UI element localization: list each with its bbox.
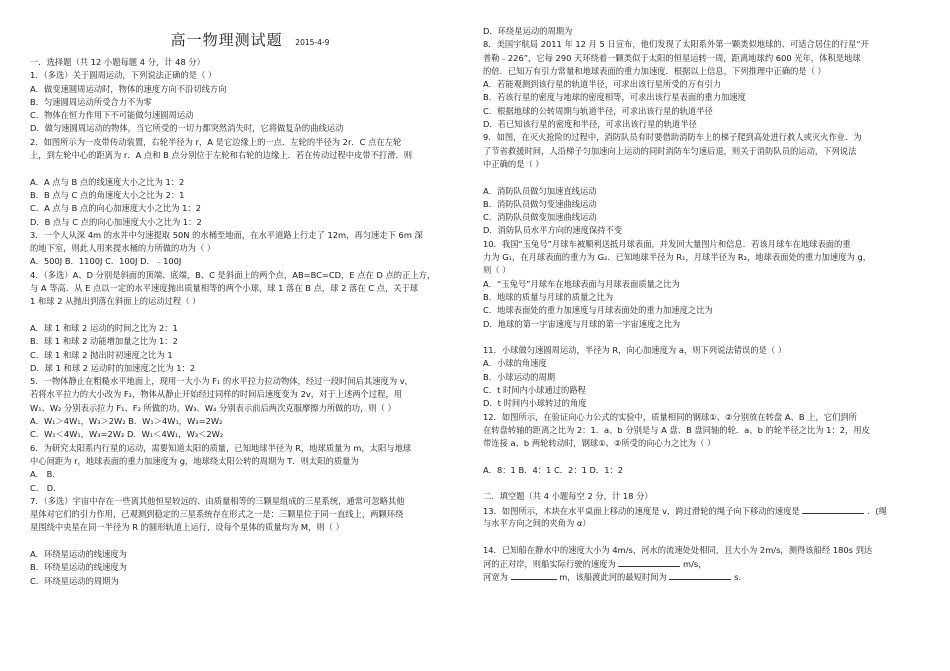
left-line: 7．（多选）宇宙中存在一些离其他恒星较远的、由质量相等的三颗星组成的三星系统，通常可忽略其他 [30, 495, 405, 506]
q13-line-1 [483, 504, 925, 517]
blank-space [483, 171, 925, 184]
right-line: 力为 G₁，在月球表面的重力为 G₂．已知地球半径为 R₁，月球半径为 R₂，地球表面处的重力加速度为 g， [483, 252, 872, 263]
left-line: 星围绕中央星在同一半径为 R 的圆形轨道上运行，设每个星体的质量均为 M，则（ ） [30, 522, 344, 533]
left-line: B．环绕星运动的线速度为 [30, 562, 127, 573]
blank-space [483, 477, 925, 490]
right-line: 带连接 a、b 两轮转动时，钢球①、②所受的向心力之比为（ ） [483, 438, 716, 449]
right-line: 11．小球做匀速圆周运动，半径为 R，向心加速度为 a，则下列说法错误的是（ ） [483, 345, 787, 356]
right-line: A．8：1 B．4：1 C．2：1 D．1：2 [483, 464, 624, 475]
q14-width-blank[interactable] [511, 570, 557, 580]
left-line: A．A 点与 B 点的线速度大小之比为 1：2 [30, 176, 185, 187]
right-line: C．消防队员做变加速曲线运动 [483, 212, 597, 223]
right-line: B．消防队员做匀变速曲线运动 [483, 198, 597, 209]
left-line: 1．（多选）关于圆周运动，下列说法正确的是（ ） [30, 70, 217, 81]
left-line: 与 A 等高．从 E 点以一定的水平速度抛出质量相等的两个小球，球 1 落在 B 点，球 2 落在 C 点，关于球 [30, 283, 419, 294]
right-line: D．环绕星运动的周期为 [483, 26, 573, 36]
right-line: 9．如图，在灭火抢险的过程中，消防队员有时要借助消防车上的梯子爬到高处进行救人或灭火作业．为 [483, 132, 862, 143]
q14-line-3 [483, 570, 925, 583]
left-line: 2．如图所示为一皮带传动装置，右轮半径为 r，A 是它边缘上的一点．左轮的半径为 2r．C 点在左轮 [30, 136, 402, 147]
page-title: 高一物理测试题 [170, 31, 283, 49]
right-line: 中正确的是（ ） [483, 158, 544, 169]
left-line: A． B． [30, 469, 61, 480]
left-line: C． D． [30, 482, 62, 493]
right-line: C．t 时间内小球通过的路程 [483, 385, 586, 396]
left-line: 一．选择题（共 12 小题每题 4 分，计 48 分） [30, 57, 205, 67]
right-line: 12．如图所示，在验证向心力公式的实验中，质量相同的钢球①、②分别放在转盘 A、B 上，它们到所 [483, 411, 857, 422]
q14-speed-blank[interactable] [618, 557, 680, 567]
left-question-list [30, 56, 470, 588]
right-line: D．消防队员水平方向的速度保持不变 [483, 225, 623, 236]
left-line: 上，到左轮中心的距离为 r．A 点和 B 点分别位于左轮和右轮的边缘上．若在传动过程中皮带不打滑．则 [30, 150, 413, 161]
left-line: W₁、W₂ 分别表示拉力 F₁、F₂ 所做的功，W₃、W₄ 分别表示前后两次克服摩擦力所做的功，则（ ） [30, 402, 396, 413]
left-line: 6．为研究太阳系内行星的运动，需要知道太阳的质量，已知地球半径为 R，地球质量为 m，太阳与地球 [30, 442, 412, 453]
q14-text-e: s. [734, 572, 742, 583]
q13-line-2: 与水平方向之间的夹角为 α） [483, 517, 591, 528]
left-line: A．球 1 和球 2 运动的时间之比为 2：1 [30, 322, 178, 333]
left-line: 4．（多选）A、D 分别是斜面的顶端、底端，B、C 是斜面上的两个点，AB=BC=CD，E 点在 D 点的正上方， [30, 269, 436, 280]
left-line: C．物体在恒力作用下不可能做匀速圆周运动 [30, 110, 194, 121]
right-line: B．地球的质量与月球的质量之比为 [483, 291, 614, 302]
right-line: 8．美国宇航局 2011 年 12 月 5 日宣布，他们发现了太阳系外第一颗类似地球的、可适合居住的行星“开 [483, 39, 869, 50]
q14-text-c: 河宽为 [483, 572, 508, 583]
q13-answer-blank[interactable] [802, 504, 864, 514]
right-line: B．小球运动的周期 [483, 371, 556, 382]
right-line: 的倍．已知万有引力常量和地球表面的重力加速度．根据以上信息，下列推理中正确的是（ ） [483, 65, 826, 76]
q14-line-1: 14．已知船在静水中的速度大小为 4m/s，河水的流速处处相同，且大小为 2m/s，测得该船经 180s 到达 [483, 544, 873, 555]
blank-space [483, 331, 925, 344]
right-line: 在转盘转轴的距离之比为 2：1．a、b 分别是与 A 盘、B 盘同轴的轮．a、b 的轮半径之比为 1：2，用皮 [483, 424, 870, 435]
left-line: D．B 点与 C 点的向心加速度大小之比为 1：2 [30, 216, 202, 227]
left-line: B．B 点与 C 点的角速度大小之比为 2：1 [30, 189, 185, 200]
left-line: 3．一个人从深 4m 的水井中匀速提取 50N 的水桶至地面，在水平道路上行走了 12m，再匀速走下 6m 深 [30, 229, 423, 240]
q14-time-blank[interactable] [669, 570, 731, 580]
left-line: 5．一物体静止在粗糙水平地面上，现用一大小为 F₁ 的水平拉力拉动物体，经过一段时间后其速度为 v， [30, 376, 413, 387]
blank-space [30, 309, 470, 322]
right-line: 10．我国“玉兔号”月球车被顺利送抵月球表面，并发回大量图片和信息．若该月球车在地球表面的重 [483, 238, 851, 249]
left-line: 的地下室，则此人用来提水桶的力所做的功为（ ） [30, 243, 216, 254]
left-line: D．球 1 和球 2 运动时的加速度之比为 1：2 [30, 362, 196, 373]
right-line: 了节省救援时间，人沿梯子匀加速向上运动的同时消防车匀速后退，则关于消防队员的运动，下列说法 [483, 145, 857, 156]
left-line: A．环绕星运动的线速度为 [30, 548, 127, 559]
left-line: A．500J B．1100J C．100J D．﹣100J [30, 256, 182, 267]
right-line: C．根据地球的公转周期与轨道半径，可求出该行星的轨道半径 [483, 105, 713, 116]
q14-text-a: 河的正对岸，则船实际行驶的速度为 [483, 558, 616, 569]
right-line: D．地球的第一宇宙速度与月球的第一宇宙速度之比为 [483, 318, 681, 329]
right-line: A．若能观测到该行星的轨道半径，可求出该行星所受的万有引力 [483, 79, 721, 90]
q14-text-b: m/s， [683, 558, 707, 569]
left-line: B．球 1 和球 2 动能增加量之比为 1：2 [30, 336, 178, 347]
blank-space [30, 162, 470, 175]
right-line: B．若该行星的密度与地球的密度相等，可求出该行星表面的重力加速度 [483, 92, 746, 103]
left-line: A．W₁＞4W₁，W₃＞2W₂ B．W₁＞4W₁，W₃=2W₂ [30, 416, 223, 427]
right-line: C．地球表面处的重力加速度与月球表面处的重力加速度之比为 [483, 305, 713, 316]
left-line: 若将水平拉力的大小改为 F₂，物体从静止开始经过同样的时间后速度变为 2v，对于上述两个过程，用 [30, 389, 403, 400]
left-line: D．做匀速圆周运动的物体，当它所受的一切力都突然消失时，它将做复杂的曲线运动 [30, 123, 344, 134]
left-line: 中心间距为 r，地球表面的重力加速度为 g，地球绕太阳公转的周期为 T．则太阳的质量为 [30, 455, 359, 466]
exam-date: 2015-4-9 [295, 38, 330, 47]
left-line: C．A 点与 B 点的向心加速度大小之比为 1：2 [30, 203, 202, 214]
right-line: A．消防队员做匀加速直线运动 [483, 185, 597, 196]
right-column [483, 0, 925, 583]
right-line: 普勒﹣226”，它每 290 天环绕着一颗类似于太阳的恒星运转一周，距离地球约 600 光年，体积是地球 [483, 52, 861, 63]
blank-space [30, 535, 470, 548]
right-line: D．t 时间内小球转过的角度 [483, 398, 587, 409]
left-line: 1 和球 2 从抛出到落在斜面上的运动过程（ ） [30, 296, 201, 307]
right-line: 则（ ） [483, 265, 511, 276]
left-line: A．做变速圆周运动时，物体的速度方向不沿切线方向 [30, 83, 227, 94]
right-question-list [483, 25, 925, 504]
header [30, 0, 470, 56]
left-column [30, 0, 470, 588]
q14-line-2 [483, 557, 925, 570]
q13-text-a: 13．如图所示，木块在水平桌面上移动的速度是 v，跨过滑轮的绳子向下移动的速度是 [483, 505, 800, 516]
right-line: D．若已知该行星的密度和半径，可求出该行星的轨道半径 [483, 119, 697, 130]
q13-text-b: ．(绳 [867, 505, 887, 516]
right-line: 二．填空题（共 4 小题每空 2 分，计 18 分） [483, 491, 653, 502]
blank-space [483, 451, 925, 464]
right-line: A．“玉兔号”月球车在地球表面与月球表面质量之比为 [483, 278, 680, 289]
left-line: C．球 1 和球 2 抛出时初速度之比为 1 [30, 349, 173, 360]
q14-text-d: m，该船渡此河的最短时间为 [559, 572, 667, 583]
left-line: C．W₁＜4W₁，W₃=2W₂ D．W₁＜4W₁，W₃＜2W₂ [30, 429, 224, 440]
left-line: C．环绕星运动的周期为 [30, 575, 119, 586]
right-line: A．小球的角速度 [483, 358, 547, 369]
left-line: B．匀速圆周运动所受合力不为零 [30, 96, 152, 107]
left-line: 星体对它们的引力作用，已观测到稳定的三星系统存在形式之一是：三颗星位于同一直线上，两颗环绕 [30, 509, 404, 520]
